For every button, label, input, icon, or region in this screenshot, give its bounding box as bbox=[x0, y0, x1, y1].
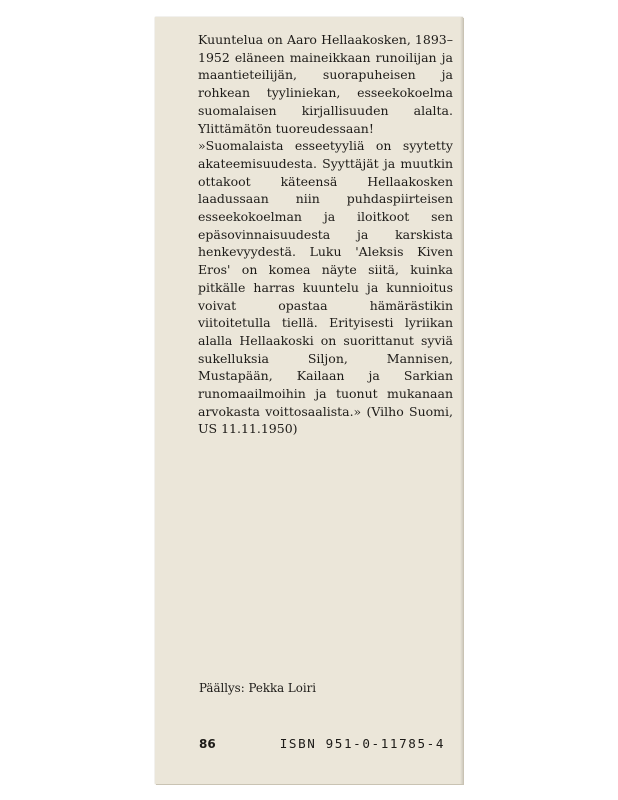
series-number: 86 bbox=[199, 737, 216, 751]
blurb-paragraph-2: »Suomalaista esseetyyliä on syytetty akateemisuudesta. Syyttäjät ja muutkin ottakoot käteensä Hellaakosken laadussaan niin puhdaspiirteisen esseekokoelman ja iloitkoot sen epäsovinnaisuudesta ja karskista henkevyydestä. Luku 'Aleksis Kiven Eros' on komea näyte siitä, kuinka pitkälle harras kuuntelu ja kunnioitus voivat opastaa hämärästikin viitoitetulla tiellä. Erityisesti lyriikan alalla Hellaakoski on suorittanut syviä sukelluksia Siljon, Mannisen, Mustapään, Kailaan ja Sarkian runomaailmoihin ja tuonut mukanaan arvokasta voittosaalista.» (Vilho Suomi, US 11.11.1950) bbox=[198, 138, 453, 437]
blurb-paragraph-1: Kuuntelua on Aaro Hellaakosken, 1893–1952 eläneen maineikkaan runoilijan ja maantieteilijän, suorapuheisen ja rohkean tyyliniekan, esseekokoelma suomalaisen kirjallisuuden alalta. Ylittämätön tuoreudessaan! bbox=[198, 32, 453, 136]
isbn: ISBN 951-0-11785-4 bbox=[279, 736, 445, 751]
book-back-cover bbox=[155, 17, 463, 784]
cover-credit: Päällys: Pekka Loiri bbox=[199, 681, 317, 695]
blurb-text bbox=[198, 31, 453, 438]
